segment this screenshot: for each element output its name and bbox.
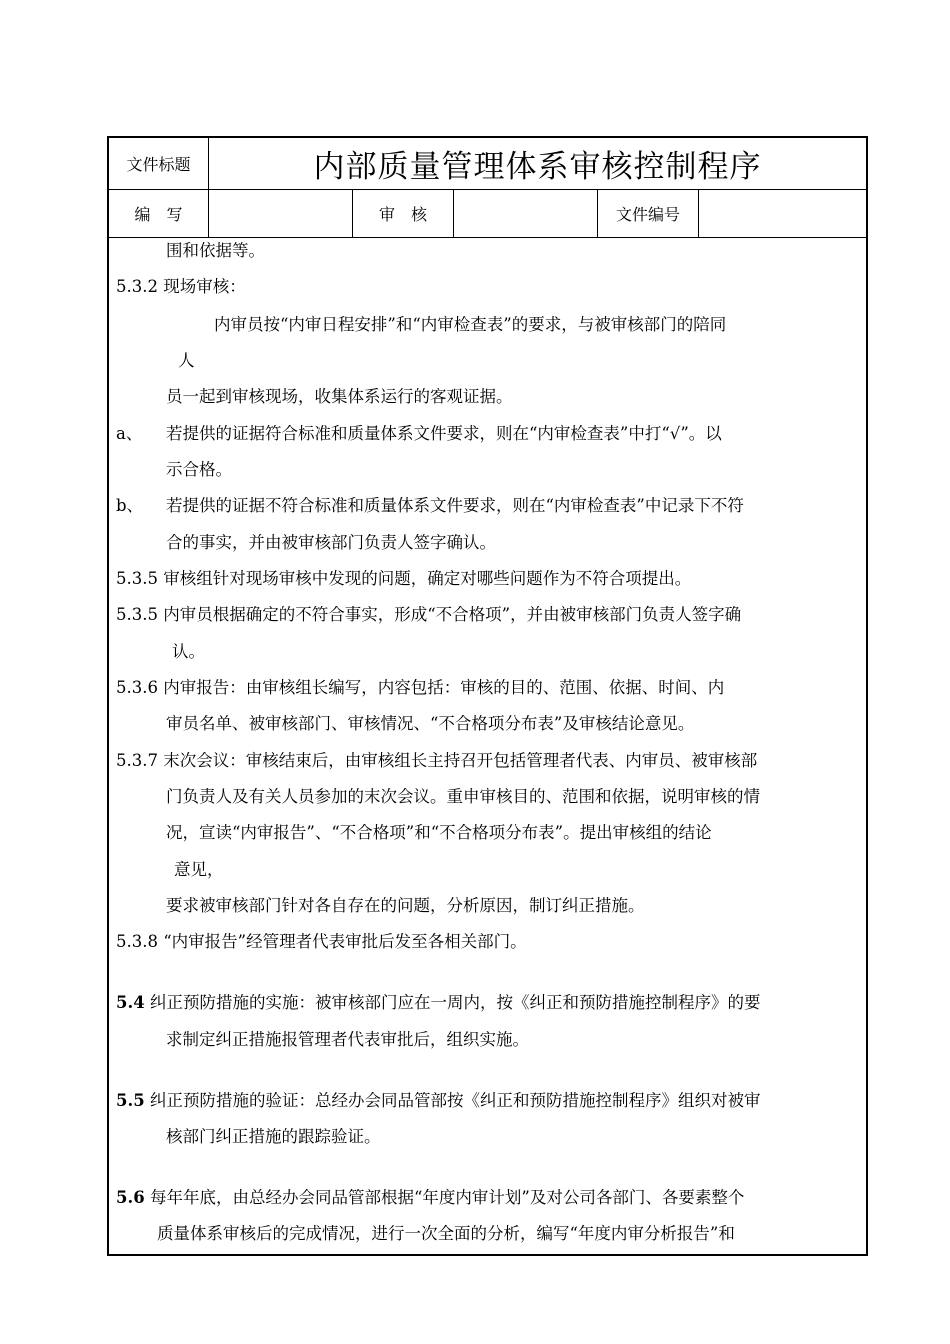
body-line: 示合格。 (166, 460, 232, 479)
docno-label: 文件编号 (598, 190, 699, 237)
body-line: 纠正预防措施的验证：总经办会同品管部按《纠正和预防措施控制程序》组织对被审 (150, 1091, 761, 1110)
title-label: 文件标题 (109, 138, 209, 189)
review-label: 审 核 (353, 190, 454, 237)
list-marker: a、 (116, 424, 143, 443)
body-line: 5.3.8 “内审报告”经管理者代表审批后发至各相关部门。 (116, 932, 527, 951)
body-line: 质量体系审核后的完成情况，进行一次全面的分析，编写“年度内审分析报告”和 (157, 1224, 735, 1243)
body-line: 5.3.5 内审员根据确定的不符合事实，形成“不合格项”，并由被审核部门负责人签字确 (116, 605, 742, 624)
body-line: 5.3.6 内审报告：由审核组长编写，内容包括：审核的目的、范围、依据、时间、内 (116, 678, 725, 697)
body-line: 5.3.7 末次会议：审核结束后，由审核组长主持召开包括管理者代表、内审员、被审核部 (116, 751, 758, 770)
body-line: 内审员按“内审日程安排”和“内审检查表”的要求，与被审核部门的陪同 (214, 315, 727, 334)
section-number: 5.6 (116, 1188, 145, 1207)
body-line: 若提供的证据符合标准和质量体系文件要求，则在“内审检查表”中打“√”。以 (166, 424, 722, 443)
author-label: 编 写 (109, 190, 209, 237)
body-line: 门负责人及有关人员参加的末次会议。重申审核目的、范围和依据，说明审核的情 (166, 787, 760, 806)
body-line: 合的事实，并由被审核部门负责人签字确认。 (166, 533, 496, 552)
author-value (209, 190, 353, 237)
body-line: 况，宣读“内审报告”、“不合格项”和“不合格项分布表”。提出审核组的结论 (166, 823, 712, 842)
body-line: 纠正预防措施的实施：被审核部门应在一周内，按《纠正和预防措施控制程序》的要 (150, 993, 761, 1012)
body-line: 每年年底，由总经办会同品管部根据“年度内审计划”及对公司各部门、各要素整个 (150, 1188, 745, 1207)
body-line: 核部门纠正措施的跟踪验证。 (166, 1127, 381, 1146)
review-value (454, 190, 598, 237)
list-marker: b、 (116, 496, 144, 515)
body-line: 求制定纠正措施报管理者代表审批后，组织实施。 (166, 1030, 529, 1049)
header-row-title (109, 138, 866, 190)
body-line: 人 (178, 351, 195, 370)
body-line: 员一起到审核现场，收集体系运行的客观证据。 (166, 387, 513, 406)
header-row-meta (109, 190, 866, 238)
section-number: 5.4 (116, 993, 145, 1012)
body-line: 围和依据等。 (166, 241, 265, 260)
document-title: 内部质量管理体系审核控制程序 (313, 149, 762, 185)
section-heading: 5.3.2 现场审核： (116, 277, 246, 296)
body-line: 认。 (172, 642, 205, 661)
body-line: 若提供的证据不符合标准和质量体系文件要求，则在“内审检查表”中记录下不符 (166, 496, 744, 515)
docno-value (699, 190, 866, 237)
body-line: 意见， (174, 860, 224, 879)
body-line: 5.3.5 审核组针对现场审核中发现的问题，确定对哪些问题作为不符合项提出。 (116, 569, 692, 588)
body-line: 审员名单、被审核部门、审核情况、“不合格项分布表”及审核结论意见。 (166, 714, 695, 733)
body-line: 要求被审核部门针对各自存在的问题，分析原因，制订纠正措施。 (166, 896, 645, 915)
section-number: 5.5 (116, 1091, 145, 1110)
